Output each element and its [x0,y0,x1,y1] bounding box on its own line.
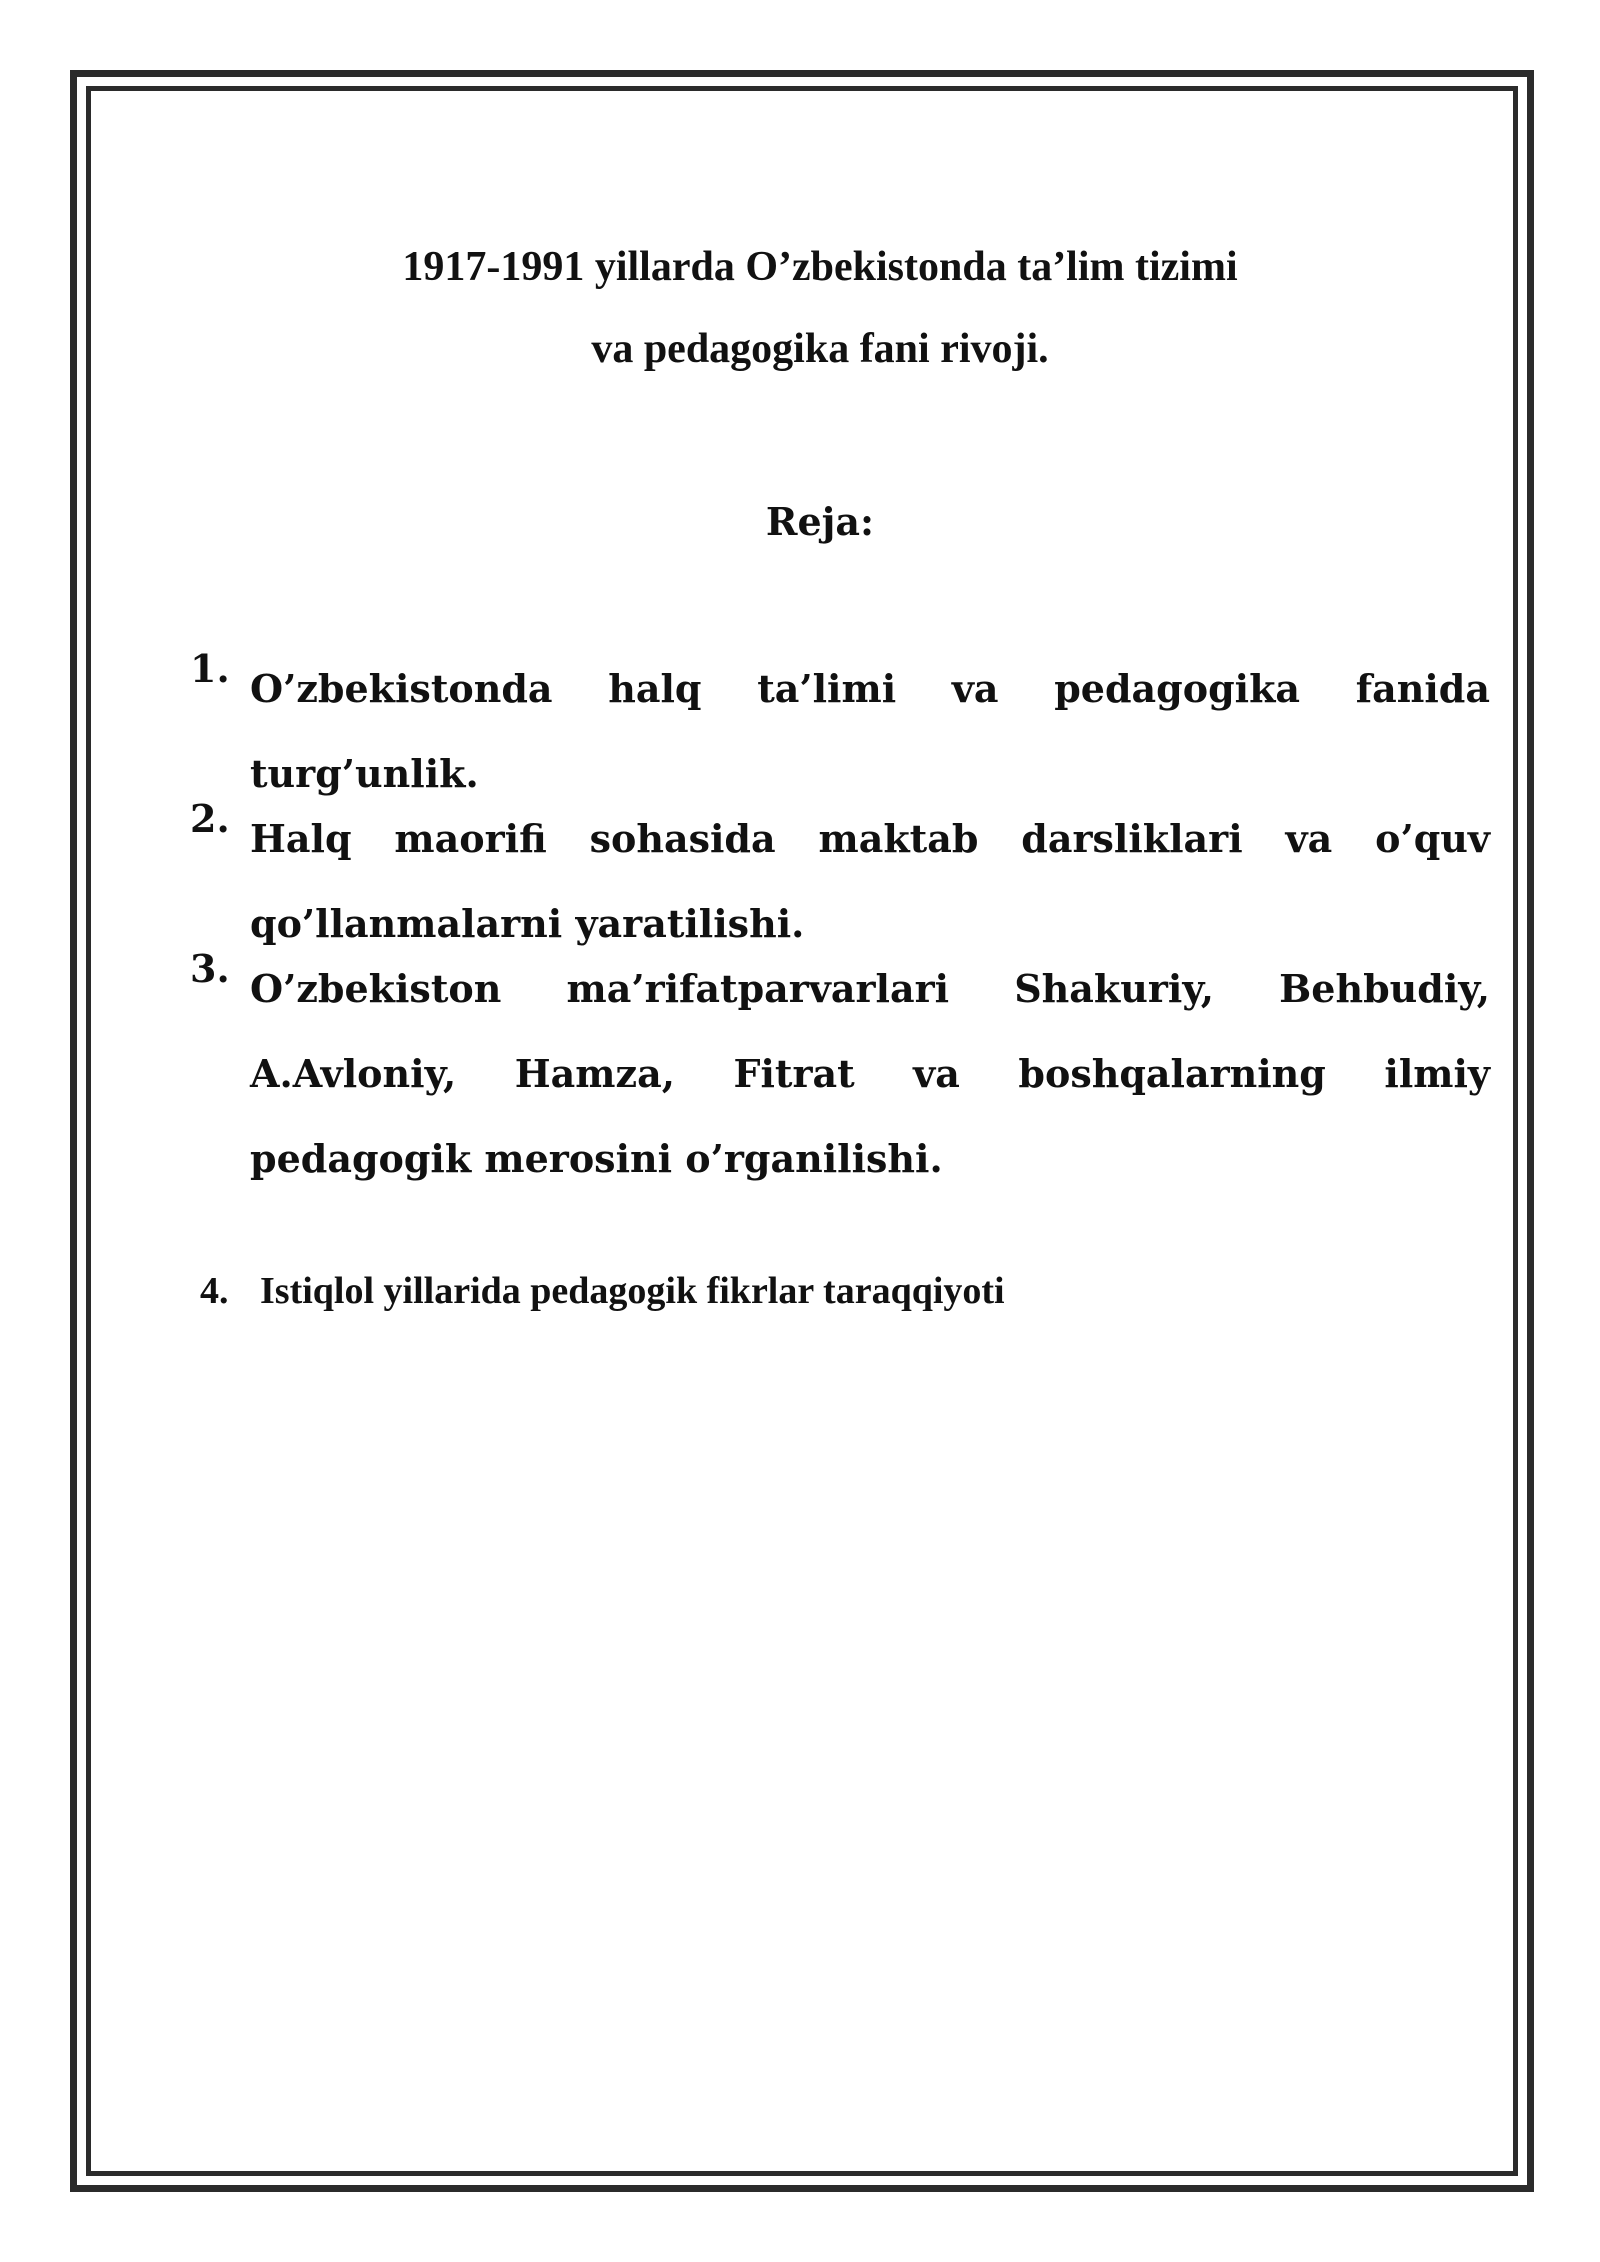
plan-item-text: O’zbekiston ma’rifatparvarlari Shakuriy, Behbudiy, A.Avloniy, Hamza, Fitrat va boshqalarning ilmiy pedagogik merosini o’rganilishi. [250,966,1490,1181]
plan-item-number: 3. [190,946,230,991]
plan-item-number: 1. [190,646,230,691]
plan-item-text: Istiqlol yillarida pedagogik fikrlar taraqqiyoti [260,1270,1005,1312]
plan-list [190,646,1490,1201]
plan-item-3 [190,946,1490,1201]
plan-item-1 [190,646,1490,816]
plan-item-number: 2. [190,796,230,841]
plan-item-2 [190,796,1490,966]
plan-item-number: 4. [200,1270,229,1312]
document-title-line-1: 1917-1991 yillarda O’zbekistonda ta’lim tizimi [402,244,1238,290]
plan-item-text: O’zbekistonda halq ta’limi va pedagogika fanida turg’unlik. [250,666,1490,796]
plan-heading: Reja: [765,499,875,544]
plan-item-text: Halq maorifi sohasida maktab darsliklari va o’quv qo’llanmalarni yaratilishi. [250,816,1490,946]
document-title-line-2: va pedagogika fani rivoji. [591,326,1049,372]
